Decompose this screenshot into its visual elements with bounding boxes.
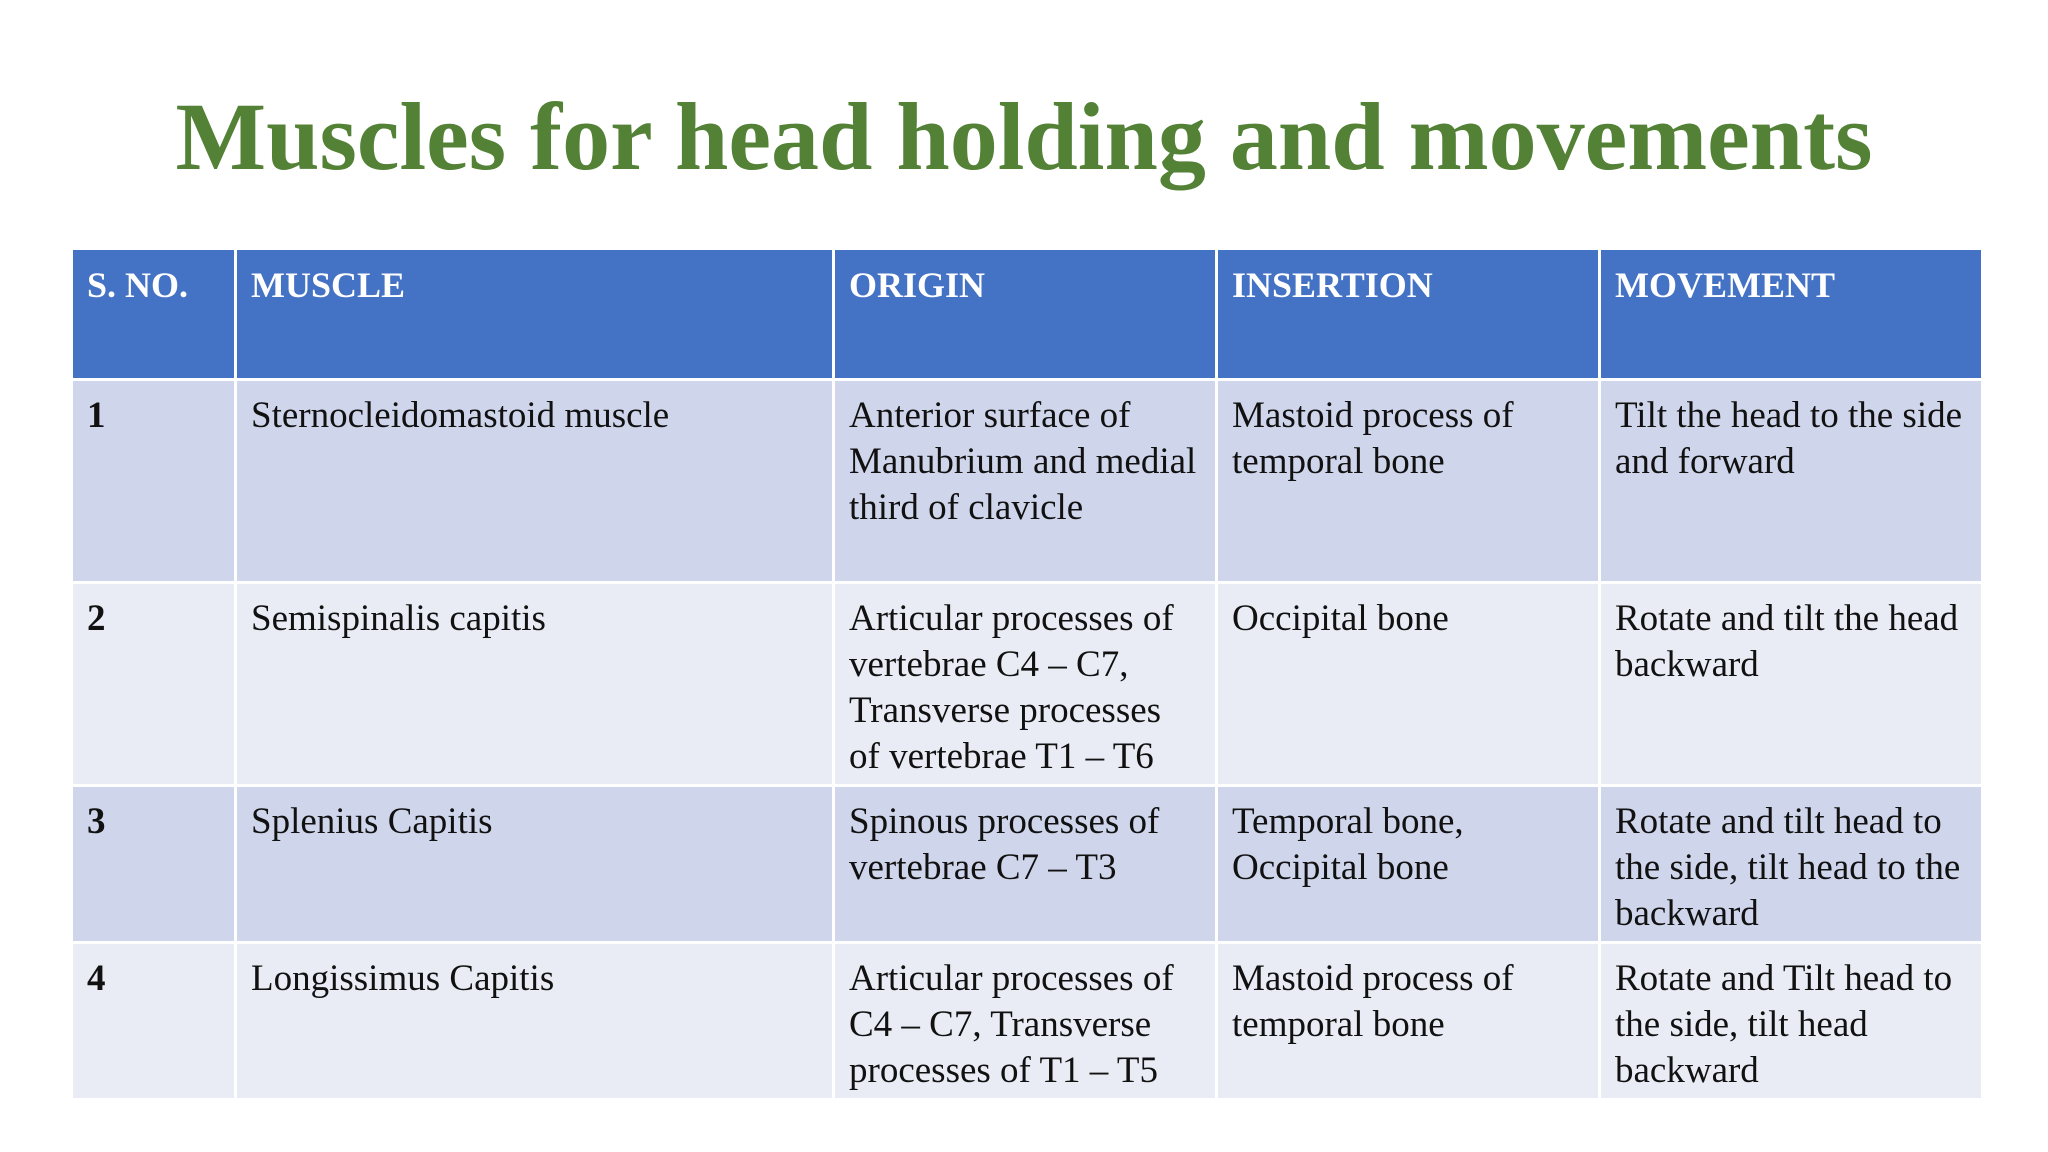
- table-row: [72, 943, 1983, 1100]
- table-header-row: [72, 249, 1983, 380]
- table-row: [72, 583, 1983, 786]
- header-sno: S. NO.: [72, 249, 236, 380]
- cell-origin: Articular processes of vertebrae C4 – C7, Transverse processes of vertebrae T1 – T6: [834, 583, 1217, 786]
- cell-origin: Anterior surface of Manubrium and medial third of clavicle: [834, 380, 1217, 583]
- header-origin: ORIGIN: [834, 249, 1217, 380]
- cell-sno: 4: [72, 943, 236, 1100]
- cell-movement: Rotate and tilt the head backward: [1600, 583, 1983, 786]
- table-row: [72, 380, 1983, 583]
- table-row: [72, 786, 1983, 943]
- cell-movement: Tilt the head to the side and forward: [1600, 380, 1983, 583]
- cell-origin: Spinous processes of vertebrae C7 – T3: [834, 786, 1217, 943]
- cell-sno: 1: [72, 380, 236, 583]
- cell-insertion: Mastoid process of temporal bone: [1217, 380, 1600, 583]
- header-insertion: INSERTION: [1217, 249, 1600, 380]
- cell-sno: 2: [72, 583, 236, 786]
- cell-origin: Articular processes of C4 – C7, Transverse processes of T1 – T5: [834, 943, 1217, 1100]
- cell-sno: 3: [72, 786, 236, 943]
- cell-insertion: Mastoid process of temporal bone: [1217, 943, 1600, 1100]
- cell-muscle: Splenius Capitis: [236, 786, 834, 943]
- cell-muscle: Semispinalis capitis: [236, 583, 834, 786]
- muscles-table: [70, 247, 1984, 1101]
- cell-movement: Rotate and Tilt head to the side, tilt head backward: [1600, 943, 1983, 1100]
- slide-title: Muscles for head holding and movements: [175, 83, 1873, 190]
- cell-movement: Rotate and tilt head to the side, tilt head to the backward: [1600, 786, 1983, 943]
- cell-insertion: Occipital bone: [1217, 583, 1600, 786]
- cell-muscle: Sternocleidomastoid muscle: [236, 380, 834, 583]
- cell-muscle: Longissimus Capitis: [236, 943, 834, 1100]
- header-muscle: MUSCLE: [236, 249, 834, 380]
- header-movement: MOVEMENT: [1600, 249, 1983, 380]
- cell-insertion: Temporal bone, Occipital bone: [1217, 786, 1600, 943]
